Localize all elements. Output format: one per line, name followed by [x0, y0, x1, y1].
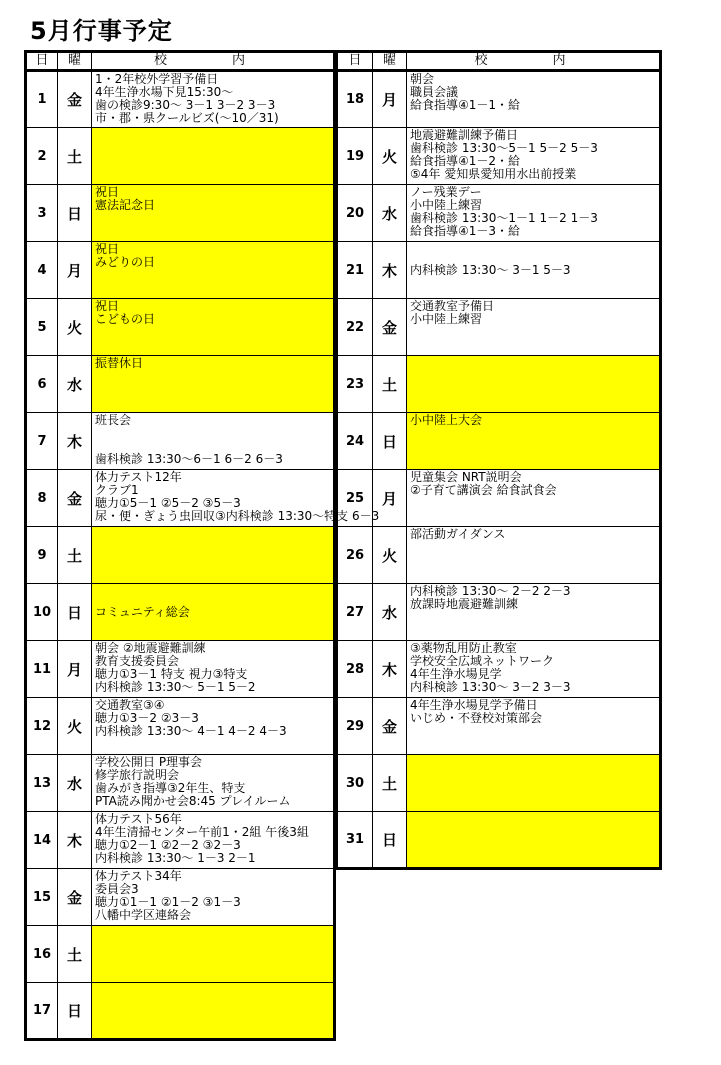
day-row — [26, 983, 335, 1040]
day-row — [337, 527, 661, 584]
weekday: 月 — [373, 71, 407, 128]
event-line: みどりの日 — [95, 255, 156, 269]
event-line: 部活動ガイダンス — [410, 527, 506, 541]
events-cell — [92, 698, 335, 755]
day-row — [337, 242, 661, 299]
events-cell — [407, 242, 661, 299]
weekday: 火 — [373, 527, 407, 584]
events-cell — [407, 584, 661, 641]
event-line: 小中陸上大会 — [410, 413, 483, 427]
event-line: 聴力①1－1 ②1－2 ③1－3 — [95, 895, 241, 909]
day-row — [337, 71, 661, 128]
day-number: 18 — [337, 71, 373, 128]
weekday: 月 — [58, 641, 92, 698]
weekday: 土 — [58, 926, 92, 983]
day-number: 6 — [26, 356, 58, 413]
event-line: 体力テスト56年 — [95, 812, 182, 826]
day-row — [337, 641, 661, 698]
event-line: 朝会 ②地震避難訓練 — [95, 641, 206, 655]
day-row — [26, 869, 335, 926]
holiday-events-cell — [92, 185, 335, 242]
weekday: 金 — [58, 869, 92, 926]
event-line: 八幡中学区連絡会 — [95, 908, 192, 922]
day-row — [337, 128, 661, 185]
events-cell — [407, 128, 661, 185]
day-number: 7 — [26, 413, 58, 470]
day-number: 22 — [337, 299, 373, 356]
day-number: 4 — [26, 242, 58, 299]
event-line: 歯の検診9:30～ 3－1 3－2 3－3 — [95, 98, 276, 112]
event-line: 歯科検診 13:30～5－1 5－2 5－3 — [410, 141, 598, 155]
day-number: 2 — [26, 128, 58, 185]
weekday: 火 — [373, 128, 407, 185]
day-row — [26, 71, 335, 128]
events-cell — [92, 869, 335, 926]
holiday-events-cell — [407, 413, 661, 470]
event-line: いじめ・不登校対策部会 — [410, 711, 543, 725]
day-row — [337, 755, 661, 812]
day-number: 28 — [337, 641, 373, 698]
header-content: 校 内 — [92, 52, 335, 71]
weekday: 火 — [58, 698, 92, 755]
day-row — [26, 128, 335, 185]
day-number: 30 — [337, 755, 373, 812]
events-cell — [92, 812, 335, 869]
day-number: 31 — [337, 812, 373, 869]
events-cell — [407, 299, 661, 356]
holiday-events-cell — [92, 926, 335, 983]
weekday: 木 — [373, 242, 407, 299]
spacer — [95, 427, 331, 453]
event-line: 祝日 — [95, 299, 120, 313]
weekday: 日 — [58, 584, 92, 641]
event-line: 地震避難訓練予備日 — [410, 128, 519, 142]
event-line: 体力テスト34年 — [95, 869, 182, 883]
weekday: 火 — [58, 299, 92, 356]
holiday-events-cell — [92, 356, 335, 413]
schedule-table-right — [335, 50, 662, 870]
event-line: 給食指導④1－2・給 — [410, 154, 521, 168]
day-row — [26, 755, 335, 812]
day-number: 12 — [26, 698, 58, 755]
day-number: 5 — [26, 299, 58, 356]
day-row — [337, 698, 661, 755]
day-row — [337, 185, 661, 242]
day-number: 23 — [337, 356, 373, 413]
event-line: 聴力①3－2 ②3－3 — [95, 711, 199, 725]
events-cell — [92, 470, 380, 527]
event-line: 職員会議 — [410, 85, 459, 99]
event-line: 内科検診 13:30～ 5－1 5－2 — [95, 680, 256, 694]
weekday: 日 — [58, 983, 92, 1040]
day-number: 17 — [26, 983, 58, 1040]
event-line: 尿・便・ぎょう虫回収③内科検診 13:30～特支 6－3 — [95, 509, 380, 523]
day-number: 25 — [337, 470, 373, 527]
weekday: 金 — [373, 299, 407, 356]
events-cell — [407, 698, 661, 755]
events-cell — [92, 413, 335, 470]
event-line: 1・2年校外学習予備日 — [95, 72, 219, 86]
holiday-events-cell — [407, 356, 661, 413]
event-line: 歯みがき指導③2年生、特支 — [95, 781, 246, 795]
event-line: 4年生浄水場見学予備日 — [410, 698, 538, 712]
day-row — [337, 356, 661, 413]
day-row — [26, 698, 335, 755]
event-line: 振替休日 — [95, 356, 144, 370]
event-line: 内科検診 13:30～ 4－1 4－2 4－3 — [95, 724, 287, 738]
header-day: 日 — [26, 52, 58, 71]
events-cell — [407, 641, 661, 698]
day-row — [26, 470, 335, 527]
event-line: 班長会 — [95, 413, 132, 427]
events-cell — [407, 527, 661, 584]
day-number: 26 — [337, 527, 373, 584]
header-content: 校 内 — [407, 52, 661, 71]
weekday: 月 — [58, 242, 92, 299]
header-row — [337, 52, 661, 71]
day-number: 20 — [337, 185, 373, 242]
holiday-events-cell — [92, 584, 335, 641]
holiday-events-cell — [92, 128, 335, 185]
day-number: 13 — [26, 755, 58, 812]
events-cell — [92, 641, 335, 698]
event-line: 学校安全広域ネットワーク — [410, 654, 555, 668]
page-title: 5月行事予定 — [30, 17, 173, 45]
event-line: 給食指導④1－3・給 — [410, 224, 521, 238]
day-row — [26, 356, 335, 413]
event-line: 4年生清掃センター午前1・2組 午後3組 — [95, 825, 309, 839]
day-row — [26, 413, 335, 470]
day-row — [26, 584, 335, 641]
events-cell — [92, 71, 335, 128]
event-line: PTA読み聞かせ会8:45 プレイルーム — [95, 794, 291, 808]
weekday: 水 — [58, 356, 92, 413]
day-number: 29 — [337, 698, 373, 755]
event-line: 小中陸上練習 — [410, 312, 483, 326]
day-row — [337, 299, 661, 356]
events-cell — [92, 755, 335, 812]
weekday: 土 — [58, 527, 92, 584]
weekday: 土 — [58, 128, 92, 185]
day-number: 19 — [337, 128, 373, 185]
weekday: 木 — [373, 641, 407, 698]
weekday: 金 — [58, 470, 92, 527]
event-line: ②子育て講演会 給食試食会 — [410, 483, 557, 497]
events-cell — [407, 185, 661, 242]
holiday-events-cell — [407, 812, 661, 869]
day-row — [337, 413, 661, 470]
event-line: 委員会3 — [95, 882, 139, 896]
events-cell — [407, 71, 661, 128]
event-line: 市・郡・県クールビズ(～10／31) — [95, 111, 279, 125]
event-line: 給食指導④1－1・給 — [410, 98, 521, 112]
day-row — [26, 299, 335, 356]
day-number: 24 — [337, 413, 373, 470]
header-day: 日 — [337, 52, 373, 71]
event-line: 内科検診 13:30～ 3－1 5－3 — [410, 263, 571, 277]
events-cell — [407, 470, 661, 527]
day-number: 14 — [26, 812, 58, 869]
weekday: 木 — [58, 413, 92, 470]
weekday: 日 — [58, 185, 92, 242]
day-row — [26, 812, 335, 869]
weekday: 日 — [373, 413, 407, 470]
event-line: 歯科検診 13:30～6－1 6－2 6－3 — [95, 452, 283, 466]
event-line: ⑤4年 愛知県愛知用水出前授業 — [410, 167, 577, 181]
day-number: 8 — [26, 470, 58, 527]
event-line: 聴力①2－1 ②2－2 ③2－3 — [95, 838, 241, 852]
day-number: 27 — [337, 584, 373, 641]
weekday: 水 — [58, 755, 92, 812]
weekday: 月 — [373, 470, 407, 527]
day-row — [26, 185, 335, 242]
event-line: 学校公開日 P理事会 — [95, 755, 203, 769]
event-line: 聴力①3－1 特支 視力③特支 — [95, 667, 248, 681]
weekday: 水 — [373, 185, 407, 242]
event-line: ノー残業デー — [410, 185, 482, 199]
weekday: 水 — [373, 584, 407, 641]
day-row — [337, 470, 661, 527]
header-weekday: 曜 — [58, 52, 92, 71]
event-line: 4年生浄水場見学 — [410, 667, 502, 681]
day-row — [26, 242, 335, 299]
day-number: 15 — [26, 869, 58, 926]
holiday-events-cell — [92, 299, 335, 356]
event-line: 修学旅行説明会 — [95, 768, 180, 782]
day-row — [26, 926, 335, 983]
day-row — [337, 812, 661, 869]
event-line: 内科検診 13:30～ 1－3 2－1 — [95, 851, 256, 865]
holiday-events-cell — [92, 983, 335, 1040]
event-line: コミュニティ総会 — [95, 605, 190, 619]
day-number: 11 — [26, 641, 58, 698]
event-line: 歯科検診 13:30～1－1 1－2 1－3 — [410, 211, 598, 225]
weekday: 土 — [373, 755, 407, 812]
event-line: 内科検診 13:30～ 3－2 3－3 — [410, 680, 571, 694]
event-line: 朝会 — [410, 72, 435, 86]
day-number: 9 — [26, 527, 58, 584]
event-line: こどもの日 — [95, 312, 156, 326]
day-number: 3 — [26, 185, 58, 242]
event-line: 小中陸上練習 — [410, 198, 483, 212]
day-number: 16 — [26, 926, 58, 983]
weekday: 金 — [58, 71, 92, 128]
event-line: 教育支援委員会 — [95, 654, 180, 668]
event-line: 4年生浄水場下見15:30～ — [95, 85, 234, 99]
event-line: 憲法記念日 — [95, 198, 156, 212]
weekday: 金 — [373, 698, 407, 755]
day-number: 10 — [26, 584, 58, 641]
holiday-events-cell — [92, 527, 335, 584]
weekday: 土 — [373, 356, 407, 413]
weekday: 木 — [58, 812, 92, 869]
holiday-events-cell — [407, 755, 661, 812]
event-line: 聴力①5－1 ②5－2 ③5－3 — [95, 496, 241, 510]
event-line: 体力テスト12年 — [95, 470, 182, 484]
day-row — [337, 584, 661, 641]
day-row — [26, 527, 335, 584]
header-weekday: 曜 — [373, 52, 407, 71]
event-line: ③薬物乱用防止教室 — [410, 641, 517, 655]
event-line: 児童集会 NRT説明会 — [410, 470, 522, 484]
event-line: 交通教室③④ — [95, 698, 165, 712]
event-line: 祝日 — [95, 185, 120, 199]
holiday-events-cell — [92, 242, 335, 299]
event-line: 交通教室予備日 — [410, 299, 495, 313]
event-line: 内科検診 13:30～ 2－2 2－3 — [410, 584, 571, 598]
weekday: 日 — [373, 812, 407, 869]
day-row — [26, 641, 335, 698]
header-row — [26, 52, 335, 71]
day-number: 21 — [337, 242, 373, 299]
day-number: 1 — [26, 71, 58, 128]
event-line: 祝日 — [95, 242, 120, 256]
event-line: クラブ1 — [95, 483, 139, 497]
event-line: 放課時地震避難訓練 — [410, 597, 519, 611]
schedule-body-right — [337, 71, 661, 869]
